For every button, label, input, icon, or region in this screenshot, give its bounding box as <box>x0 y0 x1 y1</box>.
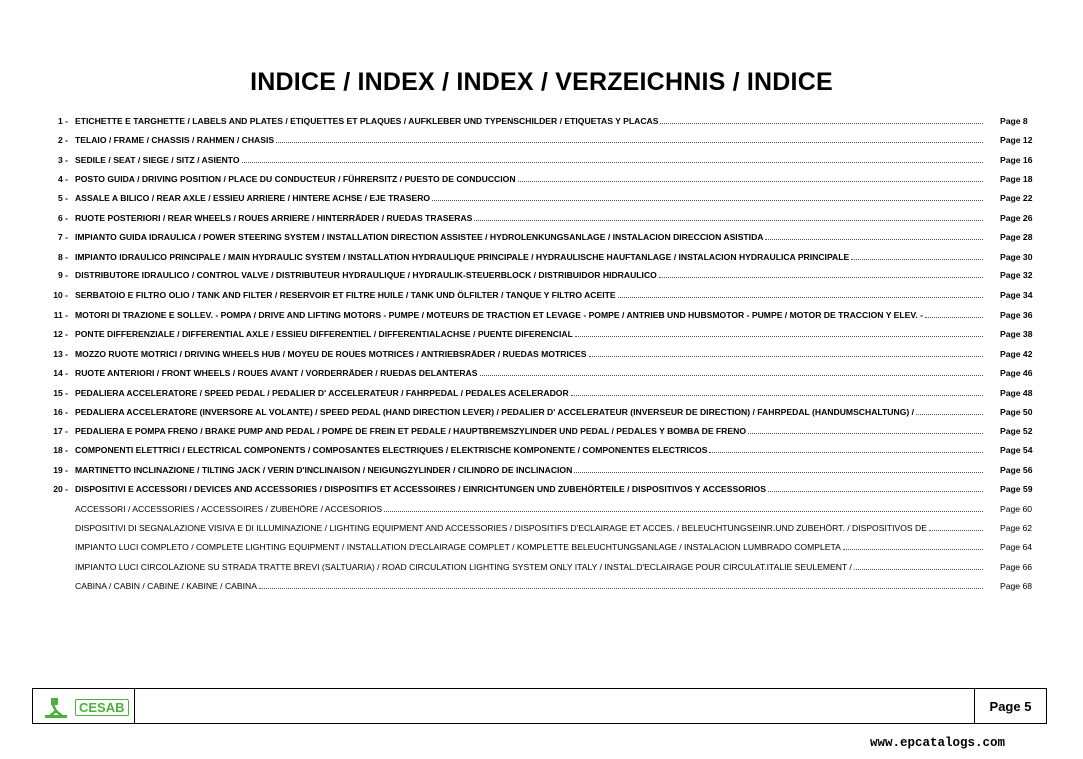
entry-title: DISPOSITIVI E ACCESSORI / DEVICES AND ACCESSORIES / DISPOSITIFS ET ACCESSOIRES / EINRICHTUNGEN UND ZUBEHÖRTEILE / DISPOSITIVOS Y ACCESSORIOS <box>75 484 766 494</box>
entry-number: 19 - <box>53 465 68 475</box>
entry-title: DISPOSITIVI DI SEGNALAZIONE VISIVA E DI ILLUMINAZIONE / LIGHTING EQUIPMENT AND ACCESSORIES / DISPOSITIFS D'ECLAIRAGE ET ACCES. / BELEUCHTUNGSEINR.UND ZUBEHÖRT. / DISPOSITIVOS DE <box>75 523 927 533</box>
entry-page: Page 50 <box>1000 407 1033 417</box>
entry-page: Page 16 <box>1000 155 1033 165</box>
entry-page: Page 22 <box>1000 193 1033 203</box>
entry-number: 13 - <box>53 349 68 359</box>
entry-number: 5 - <box>57 193 68 203</box>
website-url[interactable]: www.epcatalogs.com <box>870 736 1006 750</box>
dot-leader <box>571 395 983 396</box>
entry-title-line <box>75 581 984 591</box>
index-entry[interactable] <box>0 359 1083 378</box>
entry-title: PEDALIERA ACCELERATORE / SPEED PEDAL / PEDALIER D' ACCELERATEUR / FAHRPEDAL / PEDALES ACELERADOR <box>75 388 569 398</box>
entry-page: Page 32 <box>1000 270 1033 280</box>
index-subentry[interactable] <box>0 514 1083 533</box>
entry-title: RUOTE ANTERIORI / FRONT WHEELS / ROUES AVANT / VORDERRÄDER / RUEDAS DELANTERAS <box>75 368 478 378</box>
entry-title: SEDILE / SEAT / SIEGE / SITZ / ASIENTO <box>75 155 240 165</box>
entry-number: 14 - <box>53 368 68 378</box>
index-entry[interactable] <box>0 379 1083 398</box>
entry-page: Page 52 <box>1000 426 1033 436</box>
entry-page: Page 46 <box>1000 368 1033 378</box>
entry-title-line <box>75 523 984 533</box>
dot-leader <box>659 277 983 278</box>
index-entry[interactable] <box>0 456 1083 475</box>
index-entry[interactable] <box>0 281 1083 300</box>
entry-title: TELAIO / FRAME / CHASSIS / RAHMEN / CHASIS <box>75 135 275 145</box>
entry-page: Page 54 <box>1000 445 1033 455</box>
entry-title-line <box>75 465 984 475</box>
entry-title: SERBATOIO E FILTRO OLIO / TANK AND FILTER / RESERVOIR ET FILTRE HUILE / TANK UND ÖLFILTER / TANQUE Y FILTRO ACEITE <box>75 290 616 300</box>
entry-title-line <box>75 174 984 184</box>
entry-page: Page 36 <box>1000 310 1033 320</box>
entry-title: PONTE DIFFERENZIALE / DIFFERENTIAL AXLE / ESSIEU DIFFERENTIEL / DIFFERENTIALACHSE / PUENTE DIFERENCIAL <box>75 329 573 339</box>
entry-page: Page 62 <box>1000 523 1033 533</box>
entry-number: 12 - <box>53 329 68 339</box>
index-entry[interactable] <box>0 204 1083 223</box>
entry-title-line <box>75 368 984 378</box>
entry-title-line <box>75 193 984 203</box>
entry-number: 15 - <box>53 388 68 398</box>
entry-title-line <box>75 270 984 280</box>
index-entry[interactable] <box>0 436 1083 455</box>
index-entry[interactable] <box>0 417 1083 436</box>
dot-leader <box>854 569 983 570</box>
entry-title-line <box>75 388 984 398</box>
entry-title: MOZZO RUOTE MOTRICI / DRIVING WHEELS HUB / MOYEU DE ROUES MOTRICES / ANTRIEBSRÄDER / RUEDAS MOTRICES <box>75 349 587 359</box>
page-number: Page 5 <box>974 689 1046 723</box>
entry-page: Page 56 <box>1000 465 1033 475</box>
entry-number: 20 - <box>53 484 68 494</box>
entry-number: 3 - <box>57 155 68 165</box>
entry-title: COMPONENTI ELETTRICI / ELECTRICAL COMPONENTS / COMPOSANTES ELECTRIQUES / ELEKTRISCHE KOMPONENTE / COMPONENTES ELECTRICOS <box>75 445 708 455</box>
dot-leader <box>575 336 983 337</box>
index-entry[interactable] <box>0 398 1083 417</box>
index-entry[interactable] <box>0 223 1083 242</box>
entry-title: RUOTE POSTERIORI / REAR WHEELS / ROUES ARRIERE / HINTERRÄDER / RUEDAS TRASERAS <box>75 213 473 223</box>
dot-leader <box>480 375 984 376</box>
entry-title-line <box>75 349 984 359</box>
dot-leader <box>574 472 983 473</box>
entry-title: MOTORI DI TRAZIONE E SOLLEV. - POMPA / DRIVE AND LIFTING MOTORS - PUMPE / MOTEURS DE TRACTION ET LEVAGE - POMPE / ANTRIEB UND HUBSMOTOR - PUMPE / MOTOR DE TRACCION Y ELEV. - <box>75 310 923 320</box>
dot-leader <box>242 162 983 163</box>
entry-title-line <box>75 310 984 320</box>
dot-leader <box>709 452 983 453</box>
entry-number: 2 - <box>57 135 68 145</box>
entry-title: ETICHETTE E TARGHETTE / LABELS AND PLATES / ETIQUETTES ET PLAQUES / AUFKLEBER UND TYPENSCHILDER / ETIQUETAS Y PLACAS <box>75 116 659 126</box>
entry-number: 18 - <box>53 445 68 455</box>
entry-title-line <box>75 542 984 552</box>
index-entry[interactable] <box>0 320 1083 339</box>
entry-page: Page 66 <box>1000 562 1033 572</box>
entry-title: IMPIANTO GUIDA IDRAULICA / POWER STEERING SYSTEM / INSTALLATION DIRECTION ASSISTEE / HYDROLENKUNGSANLAGE / INSTALACION DIRECCION ASISTIDA <box>75 232 764 242</box>
index-subentry[interactable] <box>0 533 1083 552</box>
entry-title: PEDALIERA E POMPA FRENO / BRAKE PUMP AND PEDAL / POMPE DE FREIN ET PEDALE / HAUPTBREMSZYLINDER UND PEDAL / PEDALES Y BOMBA DE FRENO <box>75 426 747 436</box>
entry-page: Page 28 <box>1000 232 1033 242</box>
entry-title-line <box>75 504 984 514</box>
index-entry[interactable] <box>0 126 1083 145</box>
entry-title: ACCESSORI / ACCESSORIES / ACCESSOIRES / ZUBEHÖRE / ACCESORIOS <box>75 504 383 514</box>
index-subentry[interactable] <box>0 495 1083 514</box>
dot-leader <box>851 259 983 260</box>
entry-title-line <box>75 562 984 572</box>
dot-leader <box>768 491 983 492</box>
entry-title-line <box>75 407 984 417</box>
dot-leader <box>432 200 983 201</box>
entry-title: CABINA / CABIN / CABINE / KABINE / CABINA <box>75 581 257 591</box>
entry-title-line <box>75 426 984 436</box>
entry-title-line <box>75 135 984 145</box>
entry-title-line <box>75 484 984 494</box>
index-subentry[interactable] <box>0 572 1083 591</box>
entry-number: 4 - <box>57 174 68 184</box>
dot-leader <box>916 414 983 415</box>
dot-leader <box>748 433 983 434</box>
index-entry[interactable] <box>0 184 1083 203</box>
entry-number: 10 - <box>53 290 68 300</box>
logo-cell <box>33 689 135 723</box>
index-title: INDICE / INDEX / INDEX / VERZEICHNIS / INDICE <box>250 68 833 96</box>
entry-title: IMPIANTO IDRAULICO PRINCIPALE / MAIN HYDRAULIC SYSTEM / INSTALLATION HYDRAULIQUE PRINCIPALE / HYDRAULISCHE HAUFTANLAGE / INSTALACION HYDRAULICA PRINCIPALE <box>75 252 850 262</box>
forklift-icon <box>45 698 71 718</box>
page-footer <box>32 688 1047 724</box>
dot-leader <box>518 181 983 182</box>
entry-page: Page 60 <box>1000 504 1033 514</box>
entry-title-line <box>75 445 984 455</box>
index-entry[interactable] <box>0 165 1083 184</box>
entry-title-line <box>75 232 984 242</box>
dot-leader <box>276 142 983 143</box>
index-entry[interactable] <box>0 340 1083 359</box>
entry-number: 8 - <box>57 252 68 262</box>
dot-leader <box>384 511 983 512</box>
dot-leader <box>925 317 983 318</box>
entry-number: 16 - <box>53 407 68 417</box>
index-entry[interactable] <box>0 243 1083 262</box>
entry-title-line <box>75 116 984 126</box>
entry-title-line <box>75 290 984 300</box>
entry-page: Page 68 <box>1000 581 1033 591</box>
dot-leader <box>618 297 983 298</box>
entry-number: 11 - <box>53 310 68 320</box>
entry-number: 7 - <box>57 232 68 242</box>
entry-number: 9 - <box>57 270 68 280</box>
dot-leader <box>929 530 983 531</box>
entry-title: POSTO GUIDA / DRIVING POSITION / PLACE DU CONDUCTEUR / FÜHRERSITZ / PUESTO DE CONDUCCION <box>75 174 516 184</box>
entry-page: Page 30 <box>1000 252 1033 262</box>
index-entry[interactable] <box>0 475 1083 494</box>
index-entry[interactable] <box>0 107 1083 126</box>
dot-leader <box>474 220 983 221</box>
entry-page: Page 38 <box>1000 329 1033 339</box>
entry-title: IMPIANTO LUCI CIRCOLAZIONE SU STRADA TRATTE BREVI (SALTUARIA) / ROAD CIRCULATION LIGHTING SYSTEM ONLY ITALY / INSTAL.D'ECLAIRAGE POUR CIRCULAT.ITALIE SEULEMENT / <box>75 562 852 572</box>
entry-page: Page 26 <box>1000 213 1033 223</box>
entry-title-line <box>75 155 984 165</box>
logo-wordmark: CESAB <box>75 699 129 716</box>
entry-page: Page 34 <box>1000 290 1033 300</box>
entry-number: 17 - <box>53 426 68 436</box>
entry-page: Page 18 <box>1000 174 1033 184</box>
entry-title: ASSALE A BILICO / REAR AXLE / ESSIEU ARRIERE / HINTERE ACHSE / EJE TRASERO <box>75 193 431 203</box>
dot-leader <box>843 549 983 550</box>
dot-leader <box>765 239 983 240</box>
dot-leader <box>660 123 983 124</box>
index-entry[interactable] <box>0 261 1083 280</box>
dot-leader <box>259 588 983 589</box>
entry-title: PEDALIERA ACCELERATORE (INVERSORE AL VOLANTE) / SPEED PEDAL (HAND DIRECTION LEVER) / PEDALIER D' ACCELERATEUR (INVERSEUR DE DIRECTION) / FAHRPEDAL (HANDUMSCHALTUNG) / <box>75 407 915 417</box>
entry-title: MARTINETTO INCLINAZIONE / TILTING JACK / VERIN D'INCLINAISON / NEIGUNGZYLINDER / CILINDRO DE INCLINACION <box>75 465 573 475</box>
entry-page: Page 42 <box>1000 349 1033 359</box>
index-subentry[interactable] <box>0 553 1083 572</box>
entry-number: 1 - <box>57 116 68 126</box>
entry-title-line <box>75 329 984 339</box>
entry-page: Page 48 <box>1000 388 1033 398</box>
entry-page: Page 64 <box>1000 542 1033 552</box>
entry-title: DISTRIBUTORE IDRAULICO / CONTROL VALVE / DISTRIBUTEUR HYDRAULIQUE / HYDRAULIK-STEUERBLOCK / DISTRIBUIDOR HIDRAULICO <box>75 270 657 280</box>
entry-title-line <box>75 213 984 223</box>
index-entry[interactable] <box>0 146 1083 165</box>
entry-page: Page 8 <box>1000 116 1028 126</box>
entry-title: IMPIANTO LUCI COMPLETO / COMPLETE LIGHTING EQUIPMENT / INSTALLATION D'ECLAIRAGE COMPLET / KOMPLETTE BELEUCHTUNGSANLAGE / INSTALACION LUMBRADO COMPLETA <box>75 542 841 552</box>
dot-leader <box>589 356 983 357</box>
index-entry[interactable] <box>0 301 1083 320</box>
entry-page: Page 12 <box>1000 135 1033 145</box>
cesab-logo <box>45 698 131 718</box>
entry-number: 6 - <box>57 213 68 223</box>
entry-page: Page 59 <box>1000 484 1033 494</box>
